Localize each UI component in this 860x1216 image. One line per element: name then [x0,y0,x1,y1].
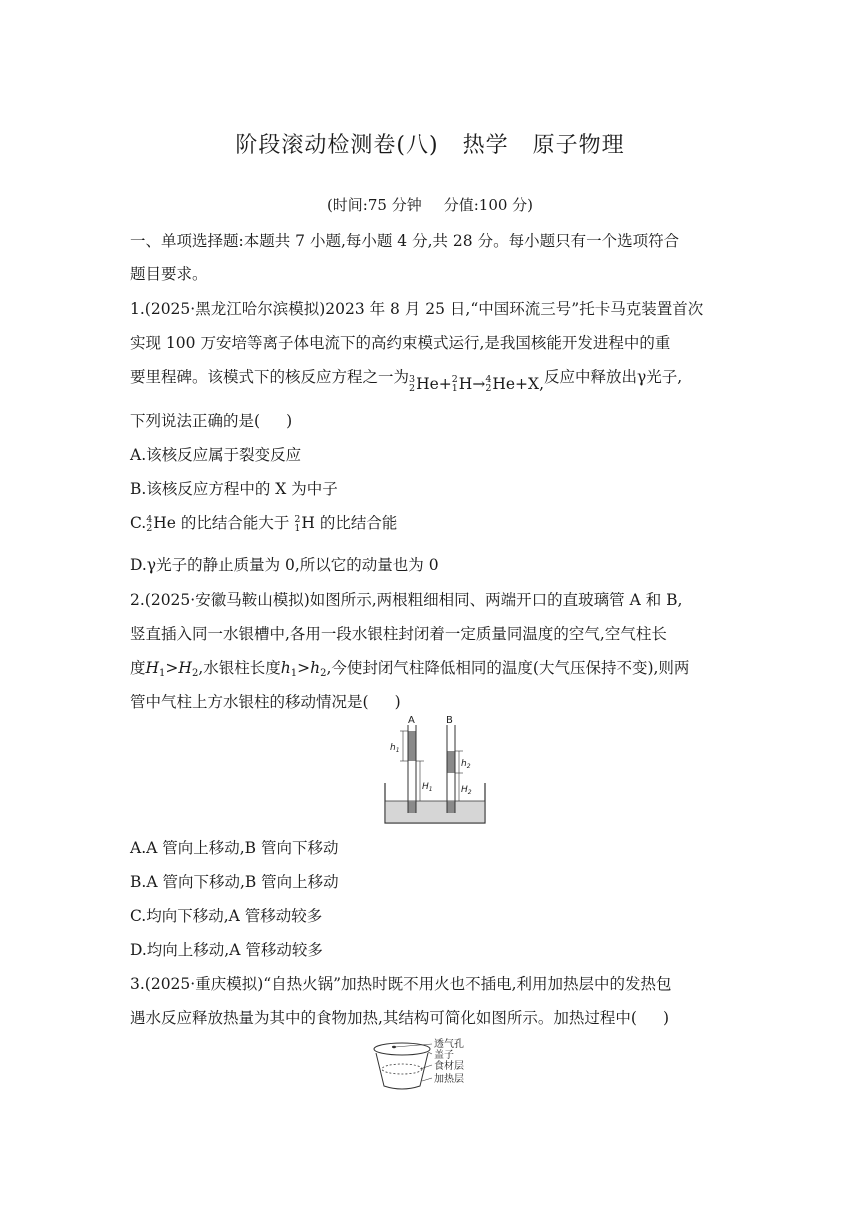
q1-stem-text: 要里程碑。该模式下的核反应方程之一为 [130,368,410,386]
q2-option-b[interactable]: B.A 管向下移动,B 管向上移动 [130,873,339,891]
q2-stem-line3: 度$H_1>H_2$,水银柱长度$h_1>h_2$,今使封闭气柱降低相同的温度(大气压保持不变),则两 [130,659,690,679]
tube-a-mercury [409,731,416,761]
tube-b-mercury [448,751,455,773]
label-food: 食材层 [434,1061,464,1072]
exam-meta [0,194,860,215]
time-limit: (时间:75 分钟 [326,196,422,214]
q2-stem-line4: 管中气柱上方水银柱的移动情况是( ) [130,693,401,711]
title-part3: 原子物理 [532,133,625,158]
title-part1: 阶段滚动检测卷(八) [235,133,439,158]
q2-stem-line2: 竖直插入同一水银槽中,各用一段水银柱封闭着一定质量同温度的空气,空气柱长 [130,625,667,643]
food-layer [382,1064,422,1074]
q2-option-c[interactable]: C.均向下移动,A 管移动较多 [130,907,323,925]
q1-stem-text-end: 反应中释放出γ光子, [544,368,683,386]
q2-stem-line1: 2.(2025·安徽马鞍山模拟)如图所示,两根粗细相同、两端开口的直玻璃管 A 和 B, [130,591,683,609]
section-heading: 一、单项选择题:本题共 7 小题,每小题 4 分,共 28 分。每小题只有一个选项符合 [130,232,680,250]
q1-option-b[interactable]: B.该核反应方程中的 X 为中子 [130,480,338,498]
label-tube-a: A [408,715,415,726]
label-heating: 加热层 [434,1074,464,1085]
q1-stem-line1: 1.(2025·黑龙江哈尔滨模拟)2023 年 8 月 25 日,“中国环流三号”托卡马克装置首次 [130,300,704,318]
container-body [376,1053,428,1089]
q1-option-d[interactable]: D.γ光子的静止质量为 0,所以它的动量也为 0 [130,556,439,574]
q3-stem-line1: 3.(2025·重庆模拟)“自热火锅”加热时既不用火也不插电,利用加热层中的发热包 [130,975,672,993]
q1-stem-line4: 下列说法正确的是( ) [130,412,293,430]
q3-stem-line2: 遇水反应释放热量为其中的食物加热,其结构可简化如图所示。加热过程中( ) [130,1009,670,1027]
section-heading-cont: 题目要求。 [130,265,208,283]
total-score: 分值:100 分) [443,196,534,214]
svg-text:h2: $h_2$ [461,759,471,770]
q2-option-a[interactable]: A.A 管向上移动,B 管向下移动 [130,839,339,857]
q1-option-a[interactable]: A.该核反应属于裂变反应 [130,446,302,464]
page-title [0,128,860,159]
title-part2: 热学 [462,133,509,158]
q2-option-d[interactable]: D.均向上移动,A 管移动较多 [130,941,323,959]
svg-text:H2: $H_2$ [461,785,472,796]
q1-stem-line2: 实现 100 万安培等离子体电流下的高约束模式运行,是我国核能开发进程中的重 [130,334,671,352]
nuclear-equation: 3 2 He+ 2 1 H→ 4 2 He+X, [409,374,544,394]
q1-stem-line3 [130,365,730,393]
label-vent: 透气孔 [434,1039,464,1050]
label-tube-b: B [446,715,453,726]
q1-option-c[interactable]: C. 4 2 He 的比结合能大于 2 1 H 的比结合能 [130,514,398,534]
tubes-figure [375,713,493,829]
svg-text:H1: $H_1$ [422,782,433,793]
label-lid: 盖子 [434,1050,454,1061]
mercury-in-trough [386,801,485,822]
svg-text:h1: $h_1$ [390,743,400,754]
hotpot-figure [370,1036,500,1096]
